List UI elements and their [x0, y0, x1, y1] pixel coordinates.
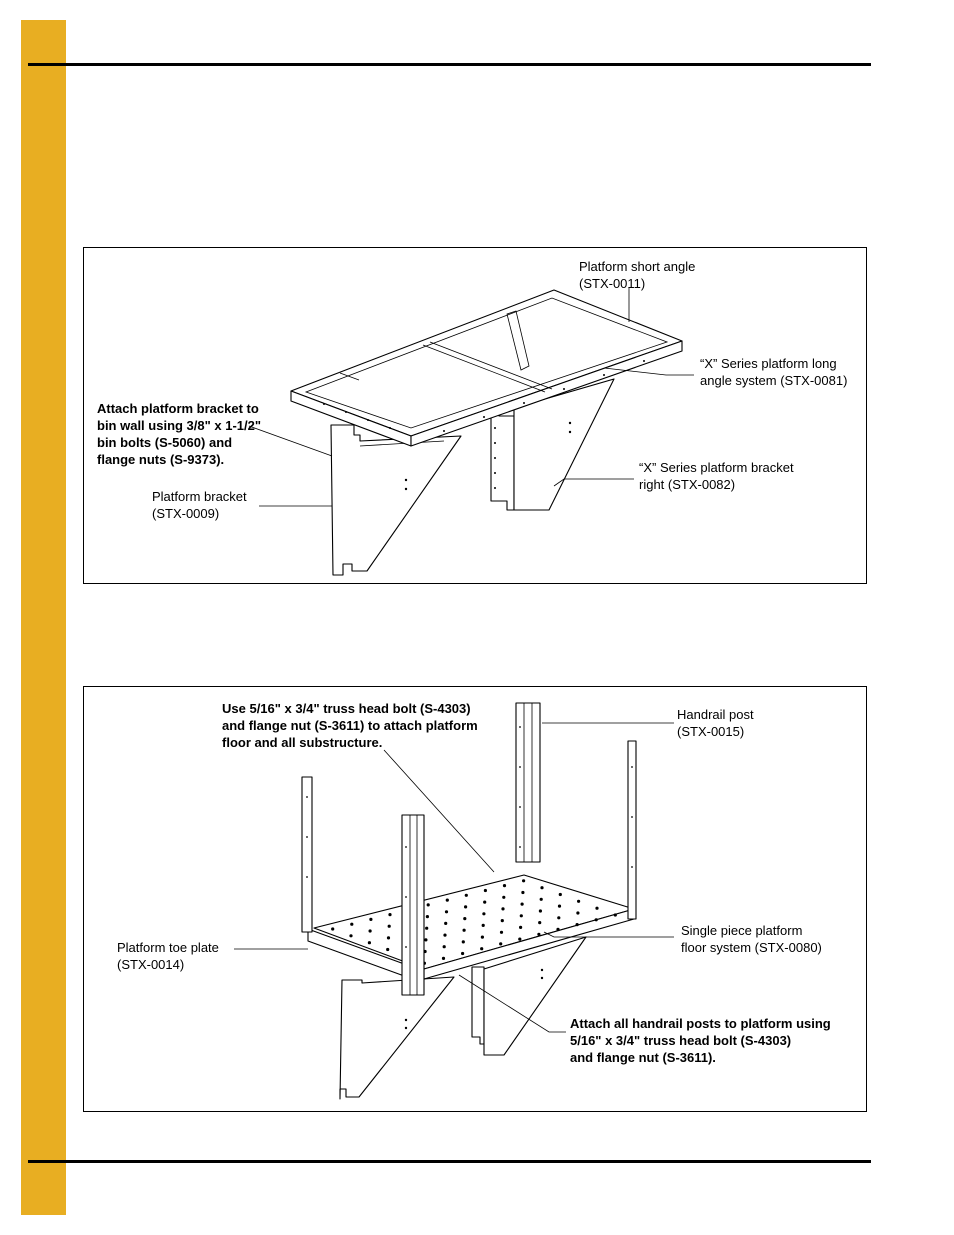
callout-line: floor and all substructure. [222, 735, 383, 750]
floor-perforation [539, 909, 542, 912]
callout-line: (STX-0011) [579, 276, 646, 291]
callout-line: (STX-0009) [152, 506, 220, 521]
callout-handrail-post [677, 706, 754, 740]
callout-line: flange nuts (S-9373). [97, 452, 225, 467]
floor-perforation [387, 936, 390, 939]
floor-perforation [502, 896, 505, 899]
callout-long-angle [700, 355, 847, 389]
floor-bracket-left-part [340, 977, 454, 1099]
callout-attach-posts [570, 1015, 831, 1066]
floor-bracket-right-part [472, 967, 484, 1044]
floor-perforation [462, 940, 465, 943]
floor-perforation [556, 928, 559, 931]
handrail-post-front [402, 815, 424, 995]
header-rule [28, 63, 871, 66]
floor-perforation [483, 901, 486, 904]
callout-line: right (STX-0082) [639, 477, 736, 492]
floor-perforation [369, 929, 372, 932]
callout-line: and flange nut (S-3611). [570, 1050, 716, 1065]
floor-perforation [425, 927, 428, 930]
floor-perforation [559, 893, 562, 896]
platform-bracket-part [331, 425, 461, 575]
callout-line: (STX-0015) [677, 724, 745, 739]
floor-perforation [481, 936, 484, 939]
platform-frame-figure [83, 247, 867, 584]
callout-line: Attach platform bracket to [97, 401, 259, 416]
callout-short-angle [579, 258, 695, 292]
floor-perforation [388, 925, 391, 928]
floor-perforation [614, 913, 617, 916]
callout-line: “X” Series platform bracket [639, 460, 794, 475]
floor-perforation [349, 934, 352, 937]
floor-perforation [443, 945, 446, 948]
floor-perforation [522, 879, 525, 882]
floor-perforation [463, 917, 466, 920]
floor-perforation [482, 912, 485, 915]
floor-perforation [595, 918, 598, 921]
callout-line: Use 5/16" x 3/4" truss head bolt (S-4303) [222, 701, 471, 716]
callout-line: “X” Series platform long [700, 356, 837, 371]
floor-perforation [499, 942, 502, 945]
floor-perforation [463, 929, 466, 932]
callout-line: Platform toe plate [117, 940, 219, 955]
floor-perforation [577, 900, 580, 903]
floor-perforation [537, 933, 540, 936]
floor-perforation [595, 907, 598, 910]
floor-perforation [350, 923, 353, 926]
callout-line: angle system (STX-0081) [700, 373, 848, 388]
floor-perforation [442, 957, 445, 960]
floor-perforation [518, 938, 521, 941]
callout-bracket-right [639, 459, 794, 493]
floor-perforation [484, 889, 487, 892]
floor-perforation [540, 898, 543, 901]
floor-perforation [520, 914, 523, 917]
floor-perforation [464, 905, 467, 908]
callout-bracket [152, 488, 247, 522]
floor-perforation [501, 919, 504, 922]
floor-perforation [426, 915, 429, 918]
floor-perforation [576, 923, 579, 926]
footer-rule [28, 1160, 871, 1163]
floor-perforation [461, 952, 464, 955]
callout-line: Attach all handrail posts to platform using [570, 1016, 831, 1031]
callout-line: and flange nut (S-3611) to attach platform [222, 718, 478, 733]
chapter-tab-bar [21, 20, 66, 1215]
callout-line: bin bolts (S-5060) and [97, 435, 233, 450]
floor-perforation [368, 941, 371, 944]
floor-perforation [576, 911, 579, 914]
callout-line: Handrail post [677, 707, 754, 722]
floor-perforation [386, 948, 389, 951]
callout-floor-system [681, 922, 822, 956]
callout-line: Single piece platform [681, 923, 803, 938]
floor-perforation [521, 903, 524, 906]
floor-perforation [369, 918, 372, 921]
floor-perforation [519, 926, 522, 929]
floor-perforation [424, 938, 427, 941]
floor-perforation [538, 921, 541, 924]
floor-perforation [388, 913, 391, 916]
floor-perforation [427, 903, 430, 906]
callout-line: (STX-0014) [117, 957, 185, 972]
floor-perforation [500, 931, 503, 934]
floor-perforation [501, 907, 504, 910]
floor-perforation [331, 927, 334, 930]
handrail-post-back-left [302, 777, 312, 932]
floor-perforation [445, 910, 448, 913]
floor-perforation [444, 922, 447, 925]
floor-perforation [482, 924, 485, 927]
platform-floor-figure [83, 686, 867, 1112]
callout-toe-plate [117, 939, 219, 973]
floor-perforation [503, 884, 506, 887]
floor-perforation [480, 947, 483, 950]
floor-perforation [521, 891, 524, 894]
floor-perforation [465, 894, 468, 897]
callout-line: 5/16" x 3/4" truss head bolt (S-4303) [570, 1033, 792, 1048]
floor-perforation [557, 916, 560, 919]
floor-perforation [540, 886, 543, 889]
callout-line: Platform short angle [579, 259, 696, 274]
callout-line: bin wall using 3/8" x 1-1/2" [97, 418, 262, 433]
floor-perforation [446, 899, 449, 902]
floor-perforation [443, 934, 446, 937]
callout-line: Platform bracket [152, 489, 247, 504]
callout-attach-bracket [97, 400, 261, 468]
callout-truss-bolt [222, 700, 478, 751]
callout-line: floor system (STX-0080) [681, 940, 822, 955]
floor-perforation [558, 905, 561, 908]
